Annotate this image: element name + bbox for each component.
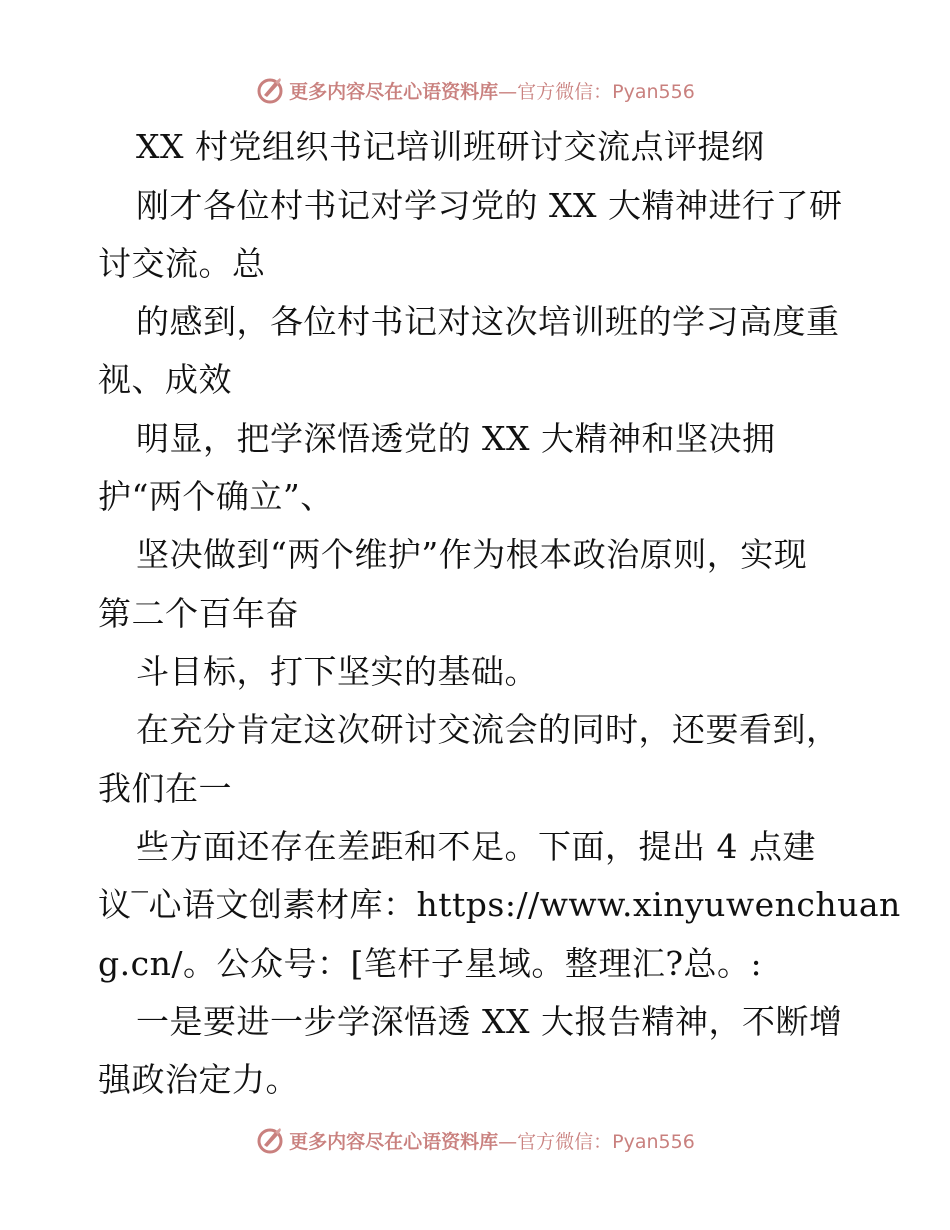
- paragraph-line: 视、成效: [98, 360, 232, 399]
- paragraph-line: 坚决做到“两个维护”作为根本政治原则，实现: [136, 535, 808, 574]
- pen-swirl-logo-icon: [255, 75, 285, 105]
- footer-banner: [0, 1120, 950, 1160]
- banner-text: 更多内容尽在心语资料库—官方微信：Pyan556: [289, 80, 695, 103]
- paragraph-line: 第二个百年奋: [98, 594, 299, 633]
- paragraph-line: 强政治定力。: [98, 1060, 299, 1099]
- pen-swirl-logo-icon: [255, 1125, 285, 1155]
- paragraph-line: 讨交流。总: [98, 244, 266, 283]
- paragraph-line: 的感到，各位村书记对这次培训班的学习高度重: [136, 302, 840, 341]
- paragraph-line: 明显，把学深悟透党的 XX 大精神和坚决拥: [136, 419, 776, 458]
- document-title: XX 村党组织书记培训班研讨交流点评提纲: [136, 127, 765, 166]
- header-banner: [0, 70, 950, 110]
- paragraph-line: 斗目标，打下坚实的基础。: [136, 652, 538, 691]
- banner-text: 更多内容尽在心语资料库—官方微信：Pyan556: [289, 1130, 695, 1153]
- paragraph-line: 刚才各位村书记对学习党的 XX 大精神进行了研: [136, 186, 843, 225]
- paragraph-line: 些方面还存在差距和不足。下面，提出 4 点建: [136, 827, 816, 866]
- paragraph-line: g.cn/。公众号：[笔杆子星域。整理汇?总。:: [98, 944, 763, 983]
- paragraph-line: 在充分肯定这次研讨交流会的同时，还要看到，: [136, 710, 840, 749]
- paragraph-line: 护“两个确立”、: [98, 477, 334, 516]
- paragraph-line: 我们在一: [98, 769, 232, 808]
- paragraph-line: 议‾心语文创素材库：https://www.xinyuwenchuan: [98, 885, 901, 924]
- paragraph-line: 一是要进一步学深悟透 XX 大报告精神，不断增: [136, 1002, 843, 1041]
